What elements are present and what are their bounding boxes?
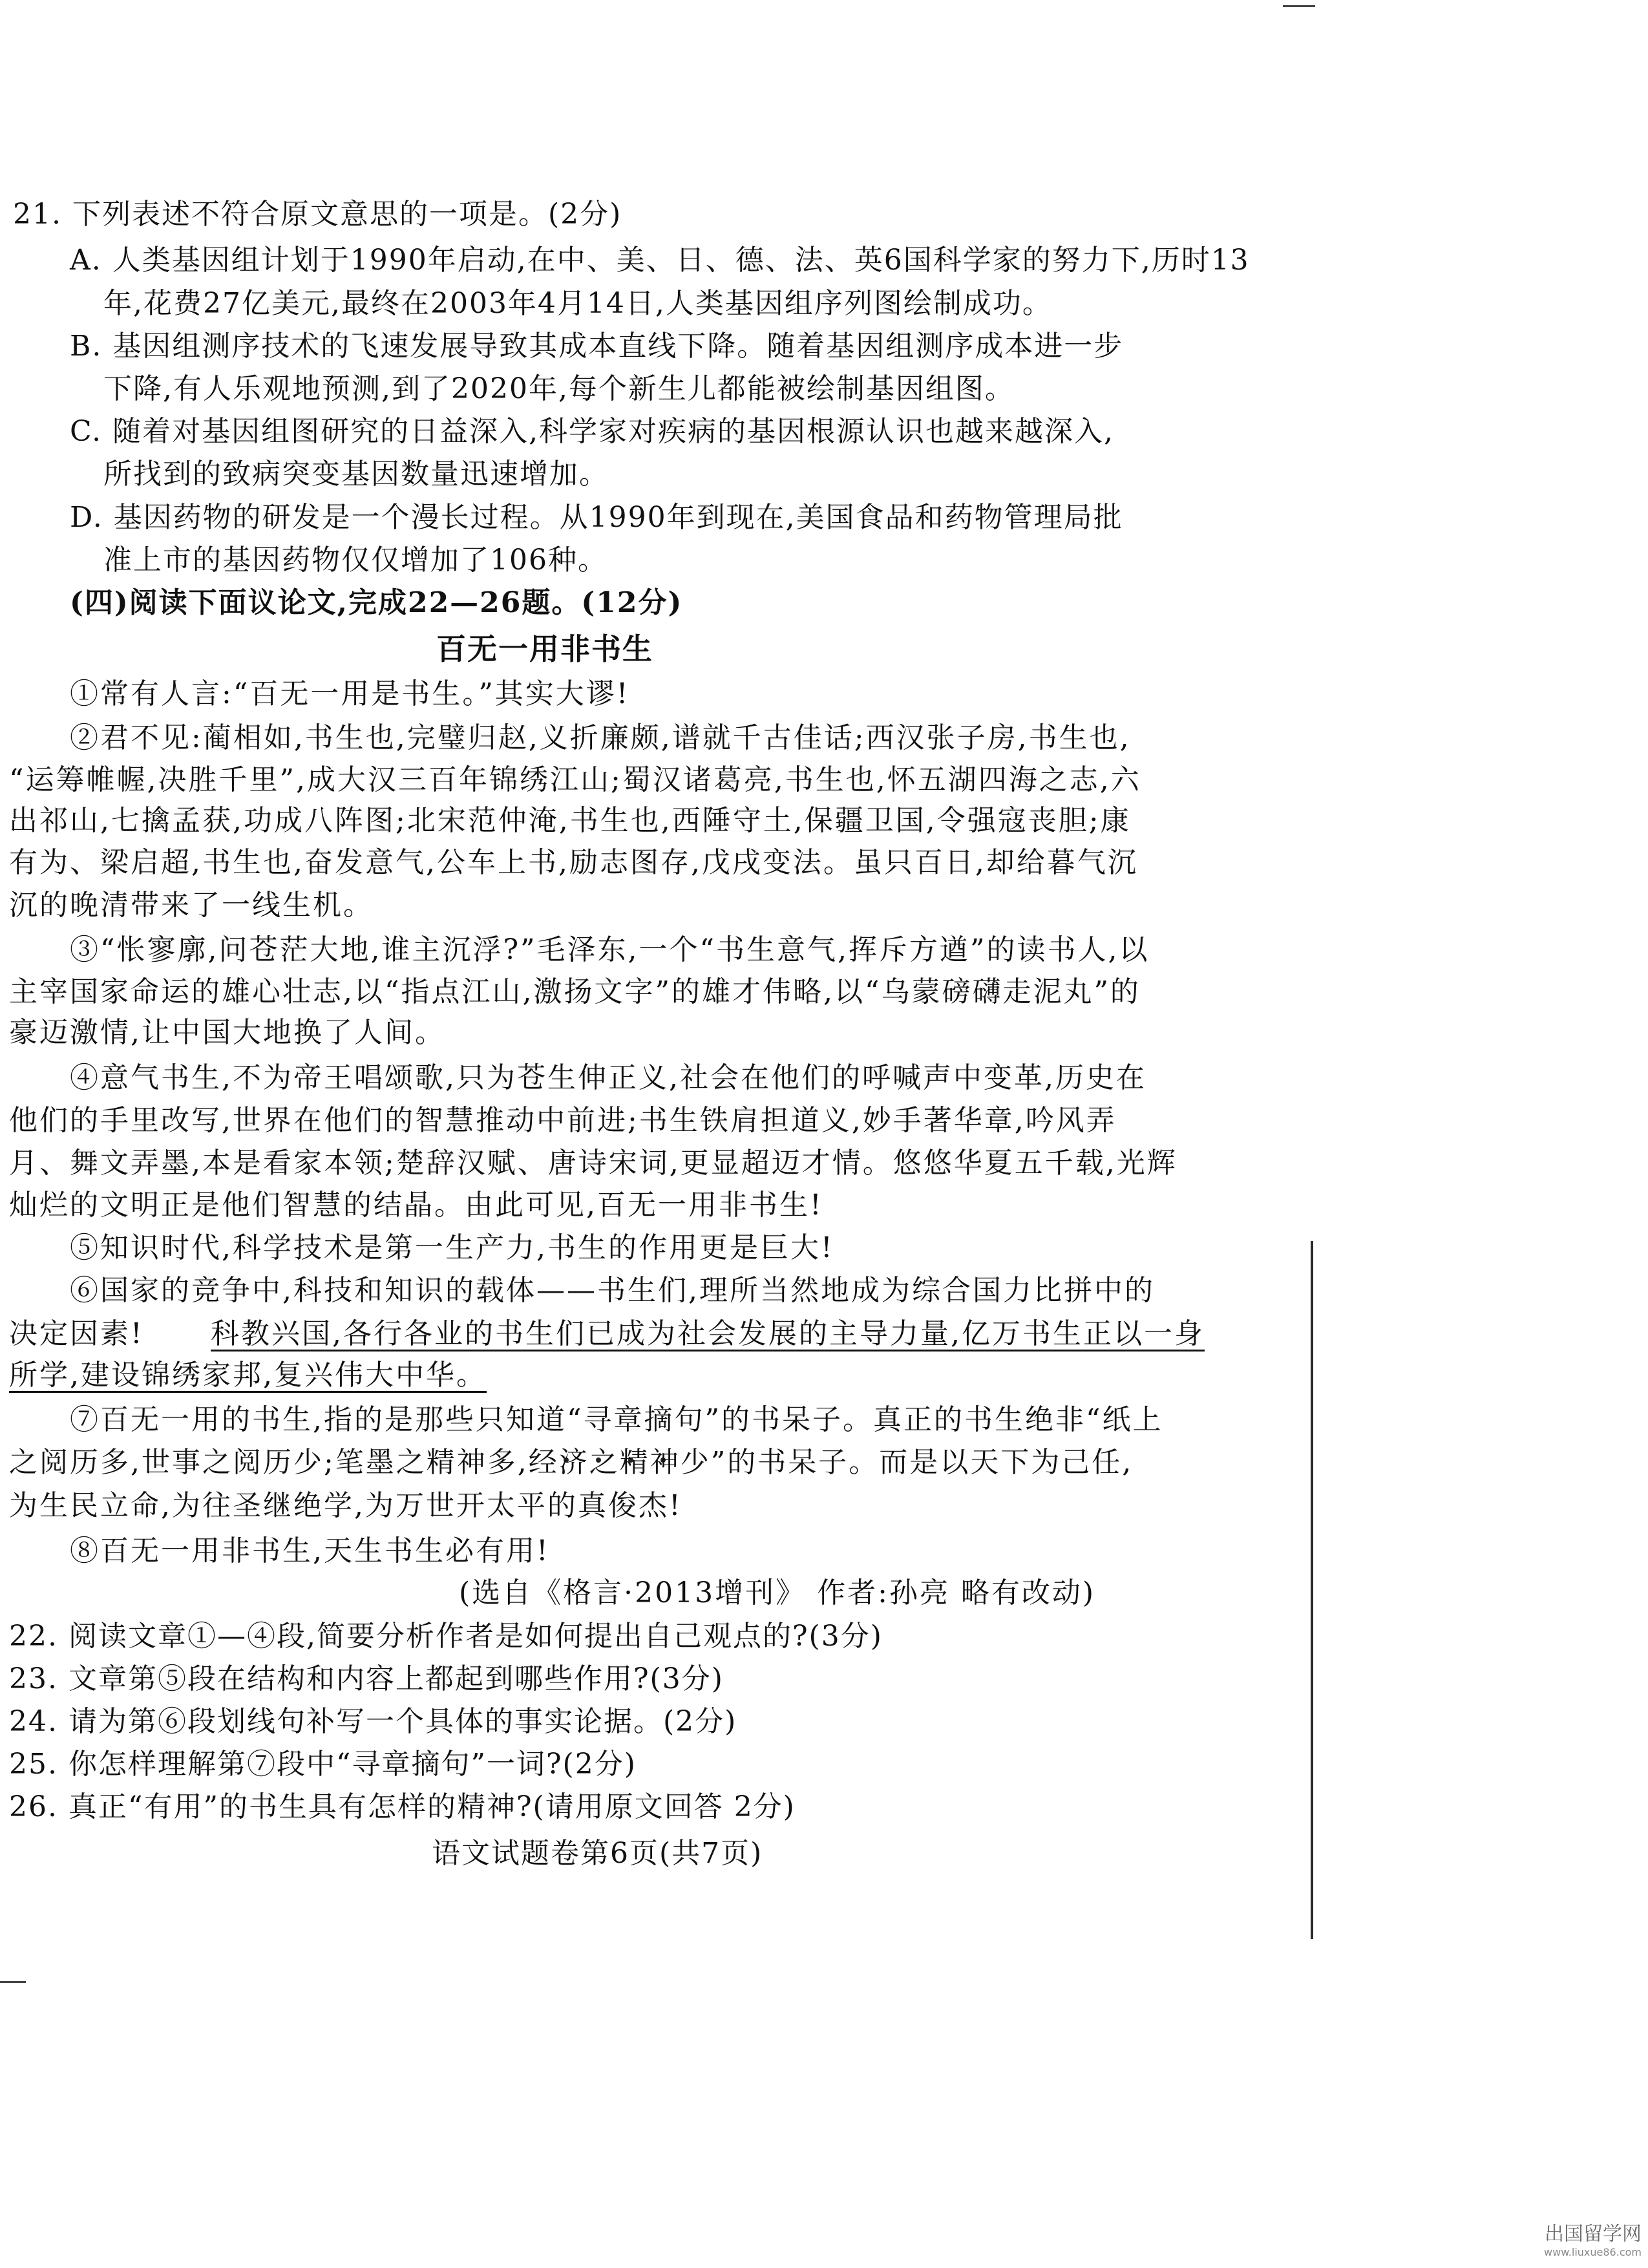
section-heading: (四)阅读下面议论文,完成22—26题。(12分) bbox=[70, 586, 683, 619]
q21-option-a: A. 人类基因组计划于1990年启动,在中、美、日、德、法、英6国科学家的努力下,历时13 bbox=[70, 244, 1250, 277]
site-watermark bbox=[1544, 2225, 1642, 2262]
watermark-name: 出国留学网 bbox=[1545, 2223, 1642, 2245]
watermark-url: www.liuxue86.com bbox=[1544, 2246, 1642, 2258]
underlined-sentence: 科教兴国,各行各业的书生们已成为社会发展的主导力量,亿万书生正以一身 bbox=[211, 1317, 1205, 1350]
essay-line: ⑧百无一用非书生,天生书生必有用! bbox=[70, 1534, 550, 1567]
essay-line: 沉的晚清带来了一线生机。 bbox=[9, 889, 374, 922]
essay-line: ⑥国家的竞争中,科技和知识的载体——书生们,理所当然地成为综合国力比拼中的 bbox=[70, 1274, 1155, 1307]
essay-line: 之阅历多,世事之阅历少;笔墨之精神多,经济之精神少”的书呆子。而是以天下为己任, bbox=[9, 1446, 1134, 1479]
q21-option-c: C. 随着对基因组图研究的日益深入,科学家对疾病的基因根源认识也越来越深入, bbox=[70, 415, 1115, 448]
q21-option-c-cont: 所找到的致病突变基因数量迅速增加。 bbox=[103, 458, 609, 491]
question-22: 22. 阅读文章①—④段,简要分析作者是如何提出自己观点的?(3分) bbox=[9, 1620, 883, 1653]
question-26: 26. 真正“有用”的书生具有怎样的精神?(请用原文回答 2分) bbox=[9, 1790, 796, 1823]
essay-line: ①常有人言:“百无一用是书生。”其实大谬! bbox=[70, 677, 630, 710]
underlined-sentence: 所学,建设锦绣家邦,复兴伟大中华。 bbox=[9, 1359, 487, 1392]
essay-line: 为生民立命,为往圣继绝学,为万世开太平的真俊杰! bbox=[9, 1489, 682, 1522]
essay-line: 决定因素! bbox=[9, 1317, 144, 1350]
essay-line: 他们的手里改写,世界在他们的智慧推动中前进;书生铁肩担道义,妙手著华章,吟风弄 bbox=[9, 1104, 1117, 1137]
scan-mark bbox=[1283, 5, 1315, 7]
essay-line: “运筹帷幄,决胜千里”,成大汉三百年锦绣江山;蜀汉诸葛亮,书生也,怀五湖四海之志,六 bbox=[9, 763, 1141, 796]
q21-option-d: D. 基因药物的研发是一个漫长过程。从1990年到现在,美国食品和药物管理局批 bbox=[70, 501, 1123, 534]
q21-option-a-cont: 年,花费27亿美元,最终在2003年4月14日,人类基因组序列图绘制成功。 bbox=[103, 287, 1052, 320]
essay-line: 豪迈激情,让中国大地换了人间。 bbox=[9, 1016, 445, 1049]
essay-line: ②君不见:蔺相如,书生也,完璧归赵,义折廉颇,谱就千古佳话;西汉张子房,书生也, bbox=[70, 721, 1131, 754]
essay-title: 百无一用非书生 bbox=[436, 631, 653, 666]
page-edge-line bbox=[1311, 1241, 1313, 1939]
page-footer: 语文试题卷第6页(共7页) bbox=[432, 1837, 763, 1870]
essay-line: 有为、梁启超,书生也,奋发意气,公车上书,励志图存,戊戌变法。虽只百日,却给暮气沉 bbox=[9, 846, 1138, 879]
q21-option-b: B. 基因组测序技术的飞速发展导致其成本直线下降。随着基因组测序成本进一步 bbox=[70, 330, 1124, 363]
scan-mark bbox=[0, 1981, 26, 1983]
essay-line: ④意气书生,不为帝王唱颂歌,只为苍生伸正义,社会在他们的呼喊声中变革,历史在 bbox=[70, 1061, 1146, 1094]
question-24: 24. 请为第⑥段划线句补写一个具体的事实论据。(2分) bbox=[9, 1705, 737, 1738]
essay-line: ⑤知识时代,科学技术是第一生产力,书生的作用更是巨大! bbox=[70, 1231, 834, 1264]
essay-line: ⑦百无一用的书生,指的是那些只知道“寻章摘句”的书呆子。真正的书生绝非“纸上 bbox=[70, 1403, 1163, 1436]
q21-option-b-cont: 下降,有人乐观地预测,到了2020年,每个新生儿都能被绘制基因组图。 bbox=[103, 372, 1015, 405]
q21-option-d-cont: 准上市的基因药物仅仅增加了106种。 bbox=[103, 544, 607, 577]
essay-line: 主宰国家命运的雄心壮志,以“指点江山,激扬文字”的雄才伟略,以“乌蒙磅礴走泥丸”的 bbox=[9, 975, 1141, 1008]
essay-line: 出祁山,七擒孟获,功成八阵图;北宋范仲淹,书生也,西陲守土,保疆卫国,令强寇丧胆;康 bbox=[9, 804, 1131, 837]
question-25: 25. 你怎样理解第⑦段中“寻章摘句”一词?(2分) bbox=[9, 1748, 637, 1781]
essay-source: (选自《格言·2013增刊》 作者:孙亮 略有改动) bbox=[459, 1576, 1096, 1609]
essay-line: ③“怅寥廓,问苍茫大地,谁主沉浮?”毛泽东,一个“书生意气,挥斥方遒”的读书人,以 bbox=[70, 933, 1150, 966]
q21-stem: 21. 下列表述不符合原文意思的一项是。(2分) bbox=[13, 198, 622, 231]
essay-line: 月、舞文弄墨,本是看家本领;楚辞汉赋、唐诗宋词,更显超迈才情。悠悠华夏五千载,光辉 bbox=[9, 1147, 1178, 1180]
essay-line: 灿烂的文明正是他们智慧的结晶。由此可见,百无一用非书生! bbox=[9, 1189, 823, 1222]
question-23: 23. 文章第⑤段在结构和内容上都起到哪些作用?(3分) bbox=[9, 1662, 724, 1695]
